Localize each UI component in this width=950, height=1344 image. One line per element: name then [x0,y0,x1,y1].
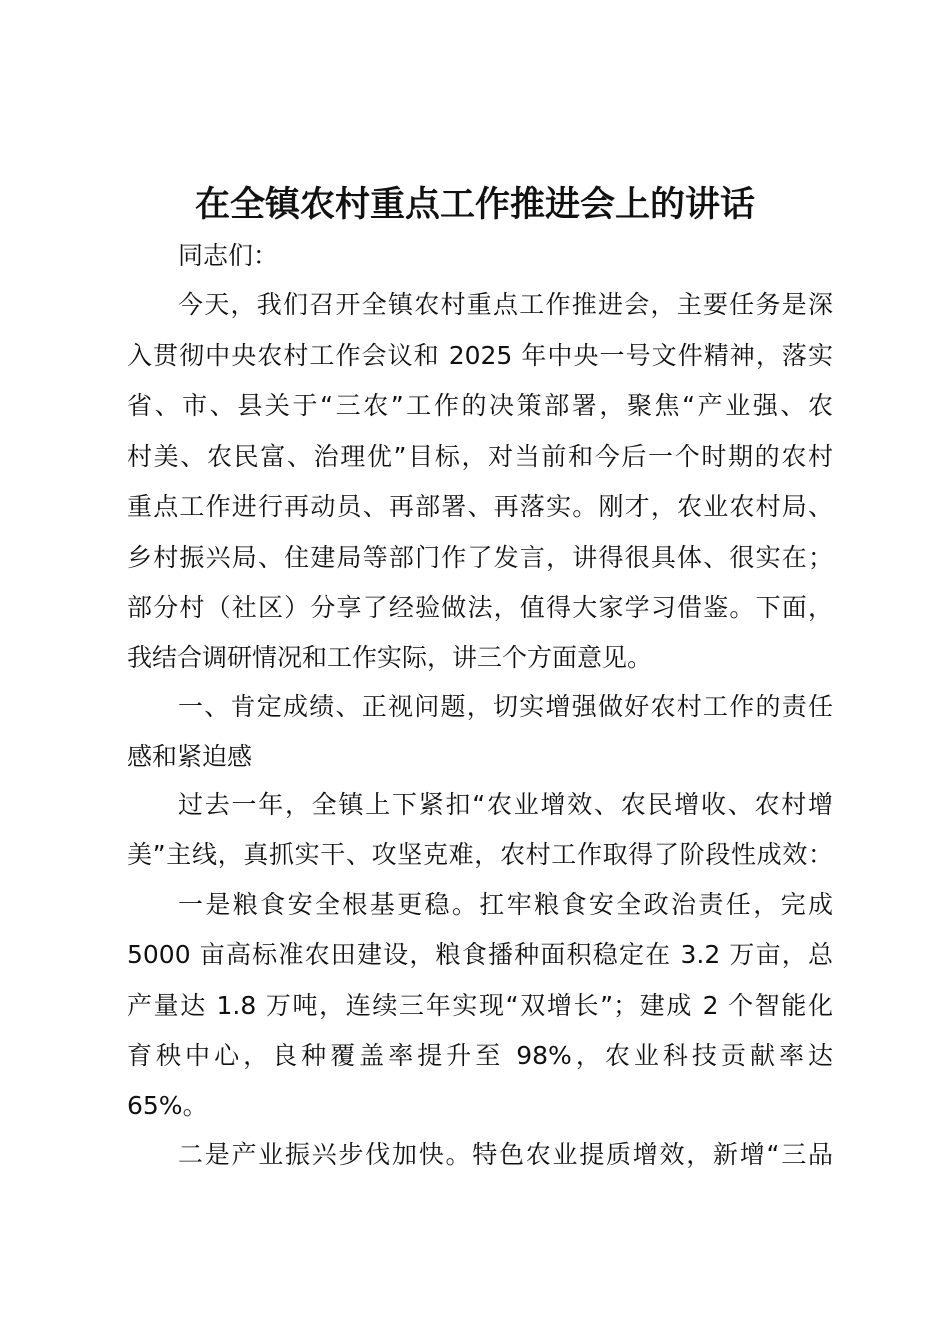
paragraph-line: 过去一年，全镇上下紧扣“农业增效、农民增收、农村增 [178,790,833,819]
section-heading-line: 感和紧迫感 [127,742,253,771]
paragraph-line: 产量达 1.8 万吨，连续三年实现“双增长”；建成 2 个智能化 [127,991,833,1020]
section-heading-line: 一、肯定成绩、正视问题，切实增强做好农村工作的责任 [178,692,833,721]
paragraph-line: 省、市、县关于“三农”工作的决策部署，聚焦“产业强、农 [127,391,833,420]
paragraph-line: 育秧中心，良种覆盖率提升至 98%，农业科技贡献率达 [127,1041,833,1070]
paragraph-line: 5000 亩高标准农田建设，粮食播种面积稳定在 3.2 万亩，总 [127,940,833,969]
document-title: 在全镇农村重点工作推进会上的讲话 [194,185,755,225]
paragraph-line: 入贯彻中央农村工作会议和 2025 年中央一号文件精神，落实 [127,341,833,370]
salutation: 同志们： [178,241,279,270]
paragraph-line: 二是产业振兴步伐加快。特色农业提质增效，新增“三品 [178,1140,833,1169]
paragraph-line: 一是粮食安全根基更稳。扛牢粮食安全政治责任，完成 [178,890,833,919]
paragraph-line: 美”主线，真抓实干、攻坚克难，农村工作取得了阶段性成效： [127,840,833,869]
paragraph-line: 村美、农民富、治理优”目标，对当前和今后一个时期的农村 [127,442,833,471]
paragraph-line: 我结合调研情况和工作实际，讲三个方面意见。 [127,643,653,672]
paragraph-line: 重点工作进行再动员、再部署、再落实。刚才，农业农村局、 [127,492,833,521]
paragraph-line: 部分村（社区）分享了经验做法，值得大家学习借鉴。下面， [127,593,833,622]
paragraph-line: 今天，我们召开全镇农村重点工作推进会，主要任务是深 [178,290,833,319]
paragraph-line: 65%。 [127,1091,208,1120]
paragraph-line: 乡村振兴局、住建局等部门作了发言，讲得很具体、很实在； [127,543,833,572]
